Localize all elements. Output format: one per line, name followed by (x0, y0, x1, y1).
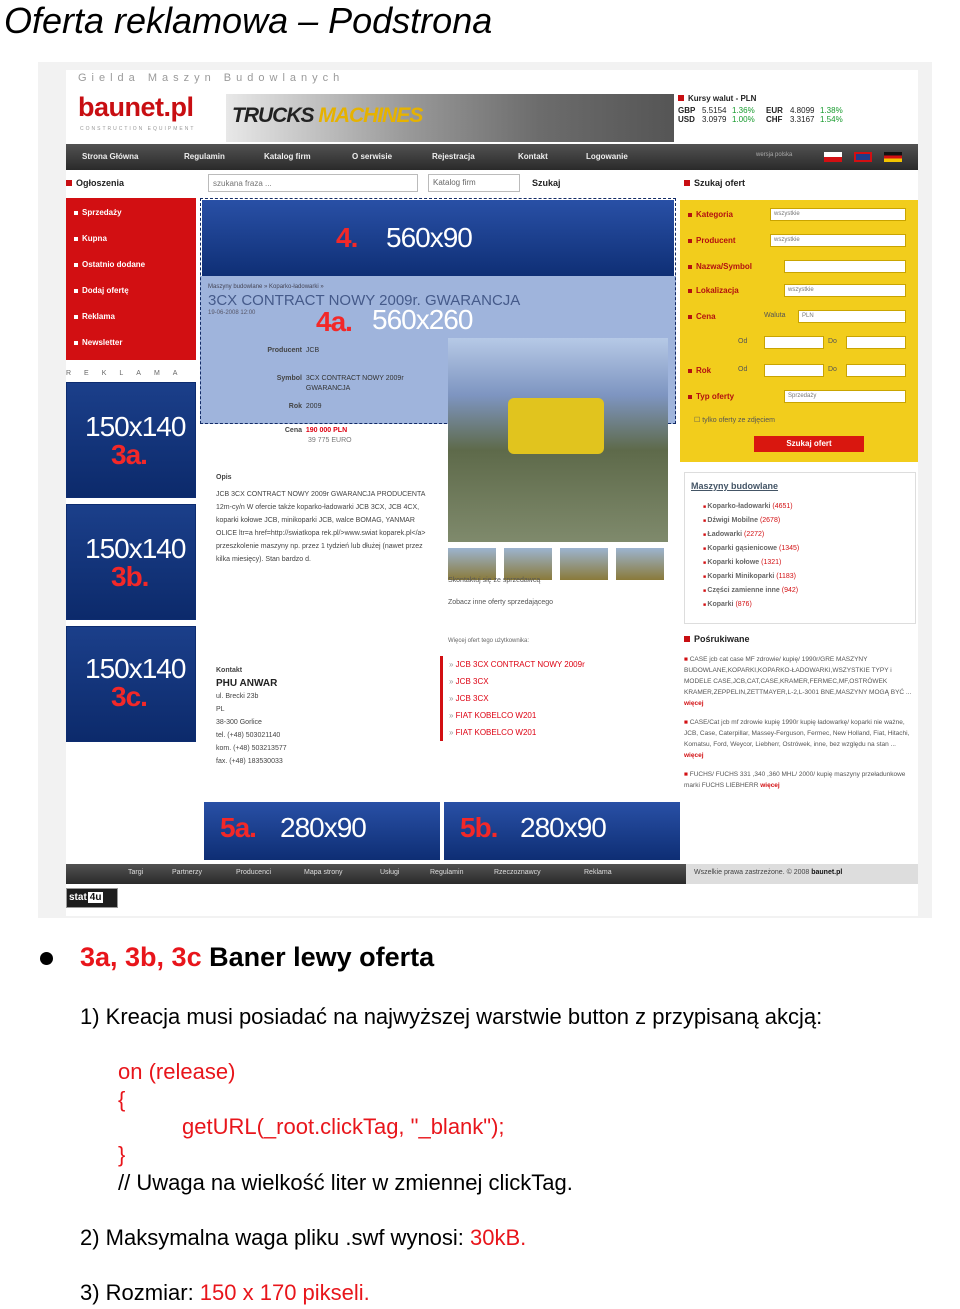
banner-3c-code: 3c. (111, 681, 147, 712)
banner-5b[interactable] (444, 802, 680, 860)
producent-select[interactable]: wszystkie (770, 234, 906, 247)
requirement-2: 2) Maksymalna waga pliku .swf wynosi: 30kB. (80, 1225, 527, 1250)
categories-title[interactable]: Maszyny budowlane (691, 481, 779, 491)
contact-line: ul. Brecki 23b (216, 693, 259, 700)
banner-3b-code: 3b. (111, 561, 149, 592)
breadcrumb: Maszyny budowlane » Koparko-ładowarki » (208, 284, 324, 290)
nav-katalog[interactable]: Katalog firm (264, 152, 311, 161)
search-bar (196, 174, 676, 194)
section-heading: 3a, 3b, 3c Baner lewy oferta (80, 942, 435, 972)
requirement-1: 1) Kreacja musi posiadać na najwyższej warstwie button z przypisaną akcją: (80, 1004, 823, 1029)
rok-do-label: Do (828, 366, 837, 373)
kategoria-label: Kategoria (688, 210, 733, 219)
contact-name: PHU ANWAR (216, 678, 278, 689)
flag-uk-icon[interactable] (854, 152, 872, 162)
nav-language[interactable]: wersja polska (756, 152, 793, 158)
lokalizacja-select[interactable]: wszystkie (784, 284, 906, 297)
trucks-machines-text: TRUCKS MACHINES (232, 104, 423, 127)
nazwa-label: Nazwa/Symbol (688, 262, 752, 271)
contact-label: Kontakt (216, 667, 243, 674)
category-link[interactable]: ■ Koparki kołowe (1321) (703, 559, 781, 566)
seller-offers-link[interactable]: Zobacz inne oferty sprzedającego (448, 599, 554, 606)
footer-link[interactable]: Usługi (380, 869, 400, 876)
flag-de-icon[interactable] (884, 152, 902, 162)
categories-box (684, 472, 916, 624)
banner-3b[interactable] (66, 504, 196, 620)
footer-link[interactable]: Partnerzy (172, 869, 202, 876)
nazwa-input[interactable] (784, 260, 906, 273)
currency-rates (678, 94, 916, 142)
copyright: Wszelkie prawa zastrzeżone. © 2008 baunet.pl (686, 864, 918, 884)
trucks-machines-banner[interactable] (226, 94, 674, 142)
banner-3b-size: 150x140 (85, 533, 186, 564)
rok-do-input[interactable] (846, 364, 906, 377)
contact-block (216, 664, 396, 768)
banner-5b-code: 5b. (460, 812, 498, 843)
banner-5b-size: 280x90 (520, 812, 606, 843)
cena-od-label: Od (738, 338, 748, 345)
rok-od-input[interactable] (764, 364, 824, 377)
left-menu (66, 198, 196, 360)
wanted-heading: Pośrukiwane (684, 634, 750, 644)
offer-description: JCB 3CX CONTRACT NOWY 2009r GWARANCJA PRODUCENTA 12m-cy/n W ofercie także koparko-ładowarki JCB 3CX, JCB 4CX, koparki kołowe JCB, minikoparki JCB, walce BOMAG, YANMAR OLICE ltr=a href=http://swiatkopa rek.pl/>www.swiat koparek.pl</a> przeszkolenie maszyny np. przez 1 tydzień lub dłużej (nawet przez kilka miesięcy). Stan bardzo d. (216, 491, 426, 563)
left-menu-item[interactable]: Dodaj ofertę (74, 286, 129, 295)
banner-5a[interactable] (204, 802, 440, 860)
cena-od-input[interactable] (764, 336, 824, 349)
wanted-item[interactable]: ■ CASE jcb cat case MF zdrowie/ kupię/ 1990r/GRE MASZYNY BUDOWLANE,KOPARKI,KOPARKO-ŁADOWARKI,WSZYSTKIE TYPY i MODELE CASE,JCB,CAT,CASE,KRAMER,FERMEC,MF,OSTRÓWEK KRAMER,ZEPPELIN,ZETTMAYER,L-2,L-3001 BNE,MASZYNY MOGĄ BYĆ ... więcej (684, 654, 916, 709)
search-offers-button[interactable]: Szukaj ofert (754, 436, 864, 452)
wanted-item[interactable]: ■ CASE/Cat jcb mf zdrowie kupię 1990r kupię ładowarkę/ koparki nie ważne, JCB, Case, Caterpillar, Massey-Ferguson, Fermec, New Holland, Fiat, Hitachi, Komatsu, Ford, Weycor, Liebherr, Ostrówek, inne, bez względu na stan ... więcej (684, 717, 916, 761)
banner-3a[interactable] (66, 382, 196, 498)
related-offers (440, 656, 672, 741)
category-link[interactable]: ■ Koparki Minikoparki (1183) (703, 573, 796, 580)
nav-regulamin[interactable]: Regulamin (184, 152, 225, 161)
category-link[interactable]: ■ Ładowarki (2272) (703, 531, 764, 538)
waluta-label: Waluta (764, 312, 786, 319)
search-offers-box (680, 200, 918, 462)
offer-details: Producent JCB Symbol 3CX CONTRACT NOWY 2009r GWARANCJA Rok 2009 Cena 190 000 PLN 39 775 EURO (216, 346, 436, 446)
producent-label: Producent (688, 236, 736, 245)
offer-photo[interactable] (448, 338, 668, 542)
footer-link[interactable]: Producenci (236, 869, 272, 876)
site-top-label: Gielda Maszyn Budowlanych (78, 72, 345, 84)
contact-line: PL (216, 706, 225, 713)
banner-5a-size: 280x90 (280, 812, 366, 843)
category-link[interactable]: ■ Koparko-ładowarki (4651) (703, 503, 793, 510)
related-offer-link[interactable]: » JCB 3CX (449, 690, 672, 707)
banner-4a-size: 560x260 (372, 304, 473, 335)
photo-only-label: tylko oferty ze zdjęciem (702, 417, 775, 424)
nav-rejestracja[interactable]: Rejestracja (432, 152, 475, 161)
related-label: Więcej ofert tego użytkownika: (448, 638, 530, 644)
search-button[interactable]: Szukaj (532, 178, 561, 188)
lokalizacja-label: Lokalizacja (688, 286, 739, 295)
left-menu-item[interactable]: Newsletter (74, 338, 122, 347)
category-link[interactable]: ■ Części zamienne inne (942) (703, 587, 798, 594)
typ-label: Typ oferty (688, 392, 734, 401)
photo-thumbnail[interactable] (616, 548, 664, 580)
banner-3a-code: 3a. (111, 439, 147, 470)
cena-label: Cena (688, 312, 716, 321)
wanted-item[interactable]: ■ FUCHS/ FUCHS 331 ,340 ,360 MHL/ 2000/ kupię maszyny przeładunkowe marki FUCHS LIEBHERR więcej (684, 769, 916, 791)
contact-line: 38-300 Gorlice (216, 719, 262, 726)
flag-pl-icon[interactable] (824, 152, 842, 162)
website-screenshot (38, 62, 932, 918)
site-logo-subtitle: CONSTRUCTION EQUIPMENT (80, 126, 196, 132)
main-nav (66, 144, 918, 170)
site-logo[interactable]: baunet.pl (78, 92, 194, 122)
left-menu-item[interactable]: Kupna (74, 234, 107, 243)
left-menu-item[interactable]: Sprzedaży (74, 208, 122, 217)
search-input[interactable] (208, 174, 418, 192)
currency-row: GBP 5.5154 1.36% EUR 4.8099 1.38% (678, 106, 843, 115)
offer-price-eur: 39 775 EURO (308, 437, 352, 444)
search-offers-heading: Szukaj ofert (684, 178, 745, 188)
related-offer-link[interactable]: » JCB 3CX CONTRACT NOWY 2009r (449, 656, 672, 673)
contact-seller-link[interactable]: Skontaktuj się ze sprzedawcą (448, 577, 541, 584)
footer-link[interactable]: Rzeczoznawcy (494, 869, 541, 876)
baunet-page (66, 70, 918, 916)
nav-o-serwisie[interactable]: O serwisie (352, 152, 393, 161)
related-offer-link[interactable]: » FIAT KOBELCO W201 (449, 724, 672, 741)
cena-do-input[interactable] (846, 336, 906, 349)
footer-link[interactable]: Reklama (584, 869, 612, 876)
offer-date: 19-06-2008 12:00 (208, 310, 256, 316)
rok-od-label: Od (738, 366, 748, 373)
typ-select[interactable]: Sprzedaży (784, 390, 906, 403)
code-line: { (118, 1087, 126, 1112)
nav-home[interactable]: Strona Główna (82, 152, 139, 161)
footer-link[interactable]: Mapa strony (304, 869, 343, 876)
footer-link[interactable]: Targi (128, 869, 144, 876)
waluta-select[interactable]: PLN (798, 310, 906, 323)
contact-line: kom. (+48) 503213577 (216, 745, 287, 752)
requirement-3: 3) Rozmiar: 150 x 170 pikseli. (80, 1280, 370, 1305)
excavator-image (508, 398, 604, 454)
currency-rates-title: Kursy walut - PLN (678, 94, 916, 103)
wanted-list (684, 654, 916, 799)
contact-line: fax. (+48) 183530033 (216, 758, 283, 765)
banner-3c-size: 150x140 (85, 653, 186, 684)
offer-title: 3CX CONTRACT NOWY 2009r. GWARANCJA (208, 292, 521, 309)
bullet-icon (40, 952, 53, 965)
footer-link[interactable]: Regulamin (430, 869, 464, 876)
banner-5a-code: 5a. (220, 812, 256, 843)
banner-4-code: 4. (336, 222, 358, 253)
code-comment: // Uwaga na wielkość liter w zmiennej clickTag. (118, 1170, 573, 1195)
nav-logowanie[interactable]: Logowanie (586, 152, 628, 161)
photo-only-checkbox[interactable]: ☐ tylko oferty ze zdjęciem (694, 417, 775, 424)
photo-thumbnail[interactable] (560, 548, 608, 580)
banner-4a-code: 4a. (316, 306, 352, 337)
category-link[interactable]: ■ Koparki (876) (703, 601, 752, 608)
contact-line: tel. (+48) 503021140 (216, 732, 281, 739)
offer-price: 190 000 PLN (305, 427, 348, 434)
kategoria-select[interactable]: wszystkie (770, 208, 906, 221)
category-link[interactable]: ■ Dźwigi Mobilne (2678) (703, 517, 780, 524)
category-link[interactable]: ■ Koparki gąsienicowe (1345) (703, 545, 799, 552)
ogloszenia-heading: Ogłoszenia (66, 178, 124, 188)
katalog-select[interactable]: Katalog firm (428, 174, 520, 192)
code-line: on (release) (118, 1059, 236, 1084)
document-title: Oferta reklamowa – Podstrona (4, 0, 493, 41)
left-menu-item[interactable]: Reklama (74, 312, 115, 321)
reklama-label: REKLAMA (66, 370, 191, 377)
rok-label: Rok (688, 366, 711, 375)
currency-row: USD 3.0979 1.00% CHF 3.3167 1.54% (678, 115, 843, 124)
stat4u-badge[interactable]: stat 4u (66, 888, 118, 908)
related-offer-link[interactable]: » FIAT KOBELCO W201 (449, 707, 672, 724)
offer-links (448, 570, 553, 614)
left-menu-item[interactable]: Ostatnio dodane (74, 260, 145, 269)
banner-3a-size: 150x140 (85, 411, 186, 442)
banner-4-size: 560x90 (386, 222, 472, 253)
related-offer-link[interactable]: » JCB 3CX (449, 673, 672, 690)
code-line: } (118, 1142, 126, 1167)
nav-kontakt[interactable]: Kontakt (518, 152, 548, 161)
code-line: getURL(_root.clickTag, "_blank"); (182, 1114, 505, 1139)
opis-label: Opis (216, 474, 232, 481)
banner-3c[interactable] (66, 626, 196, 742)
cena-do-label: Do (828, 338, 837, 345)
